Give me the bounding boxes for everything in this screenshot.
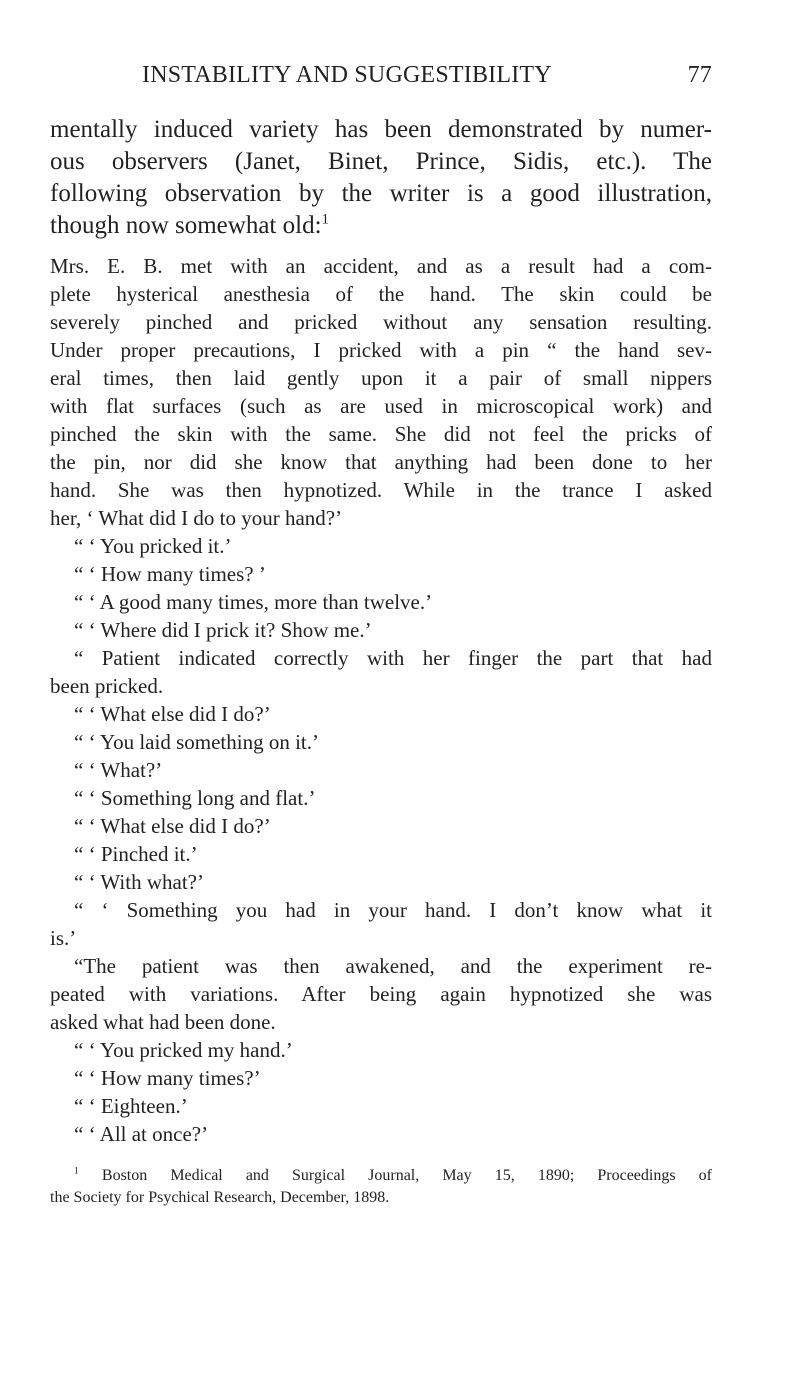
dialogue-line: “ ‘ Something long and flat.’: [74, 786, 316, 810]
text-line: Mrs. E. B. met with an accident, and as a result had a com-: [50, 254, 712, 278]
dialogue-line: “ ‘ How many times? ’: [74, 562, 266, 586]
dialogue-line: “ ‘ What else did I do?’: [74, 702, 271, 726]
text-line: Under proper precautions, I pricked with a pin “ the hand sev-: [50, 338, 712, 362]
text-line: severely pinched and pricked without any sensation resulting.: [50, 310, 712, 334]
footnote-text: Boston Medical and Surgical Journal, May 15, 1890; Proceedings of: [101, 1167, 712, 1184]
dialogue-line: “ ‘ You laid something on it.’: [74, 730, 319, 754]
dialogue-line: “ ‘ How many times?’: [74, 1066, 261, 1090]
dialogue-line: “ ‘ Something you had in your hand. I don’t know what it: [74, 898, 712, 922]
text-line: asked what had been done.: [50, 1010, 276, 1034]
footnote-marker: 1: [74, 1165, 79, 1177]
running-header: [142, 62, 712, 94]
dialogue-line: “ ‘ You pricked it.’: [74, 534, 232, 558]
text-line: “ Patient indicated correctly with her finger the part that had: [74, 646, 712, 670]
text-line: the pin, nor did she know that anything had been done to her: [50, 450, 712, 474]
dialogue-line: “ ‘ You pricked my hand.’: [74, 1038, 293, 1062]
text-line: is.’: [50, 926, 77, 950]
running-title: INSTABILITY AND SUGGESTIBILITY: [142, 62, 552, 88]
footnote-line: the Society for Psychical Research, December, 1898.: [50, 1189, 390, 1206]
text-line: eral times, then laid gently upon it a pair of small nippers: [50, 366, 712, 390]
page-number: 77: [687, 62, 712, 88]
dialogue-line: “ ‘ All at once?’: [74, 1122, 209, 1146]
dialogue-line: “ ‘ Eighteen.’: [74, 1094, 188, 1118]
dialogue-line: “ ‘ Where did I prick it? Show me.’: [74, 618, 372, 642]
text-line: with flat surfaces (such as are used in microscopical work) and: [50, 394, 712, 418]
footnote: [50, 1165, 712, 1209]
text-line-content: though now somewhat old:: [50, 212, 322, 239]
text-line: following observation by the writer is a good illustration,: [50, 180, 712, 207]
text-line: ous observers (Janet, Binet, Prince, Sidis, etc.). The: [50, 148, 712, 175]
dialogue-line: “ ‘ With what?’: [74, 870, 204, 894]
dialogue-line: “ ‘ A good many times, more than twelve.’: [74, 590, 433, 614]
text-line: her, ‘ What did I do to your hand?’: [50, 506, 343, 530]
text-line: pinched the skin with the same. She did not feel the pricks of: [50, 422, 712, 446]
text-line: been pricked.: [50, 674, 164, 698]
quotation-block: [50, 252, 712, 1148]
footnote-reference: 1: [321, 211, 330, 228]
body-paragraph: [50, 114, 712, 242]
dialogue-line: “ ‘ What?’: [74, 758, 163, 782]
dialogue-line: “ ‘ What else did I do?’: [74, 814, 271, 838]
text-line: [50, 210, 712, 242]
text-line: hand. She was then hypnotized. While in the trance I asked: [50, 478, 712, 502]
text-line: “The patient was then awakened, and the experiment re-: [74, 954, 712, 978]
text-line: peated with variations. After being again hypnotized she was: [50, 982, 712, 1006]
text-line: mentally induced variety has been demonstrated by numer-: [50, 116, 712, 143]
footnote-line: [50, 1165, 712, 1187]
text-line: plete hysterical anesthesia of the hand. The skin could be: [50, 282, 712, 306]
dialogue-line: “ ‘ Pinched it.’: [74, 842, 198, 866]
